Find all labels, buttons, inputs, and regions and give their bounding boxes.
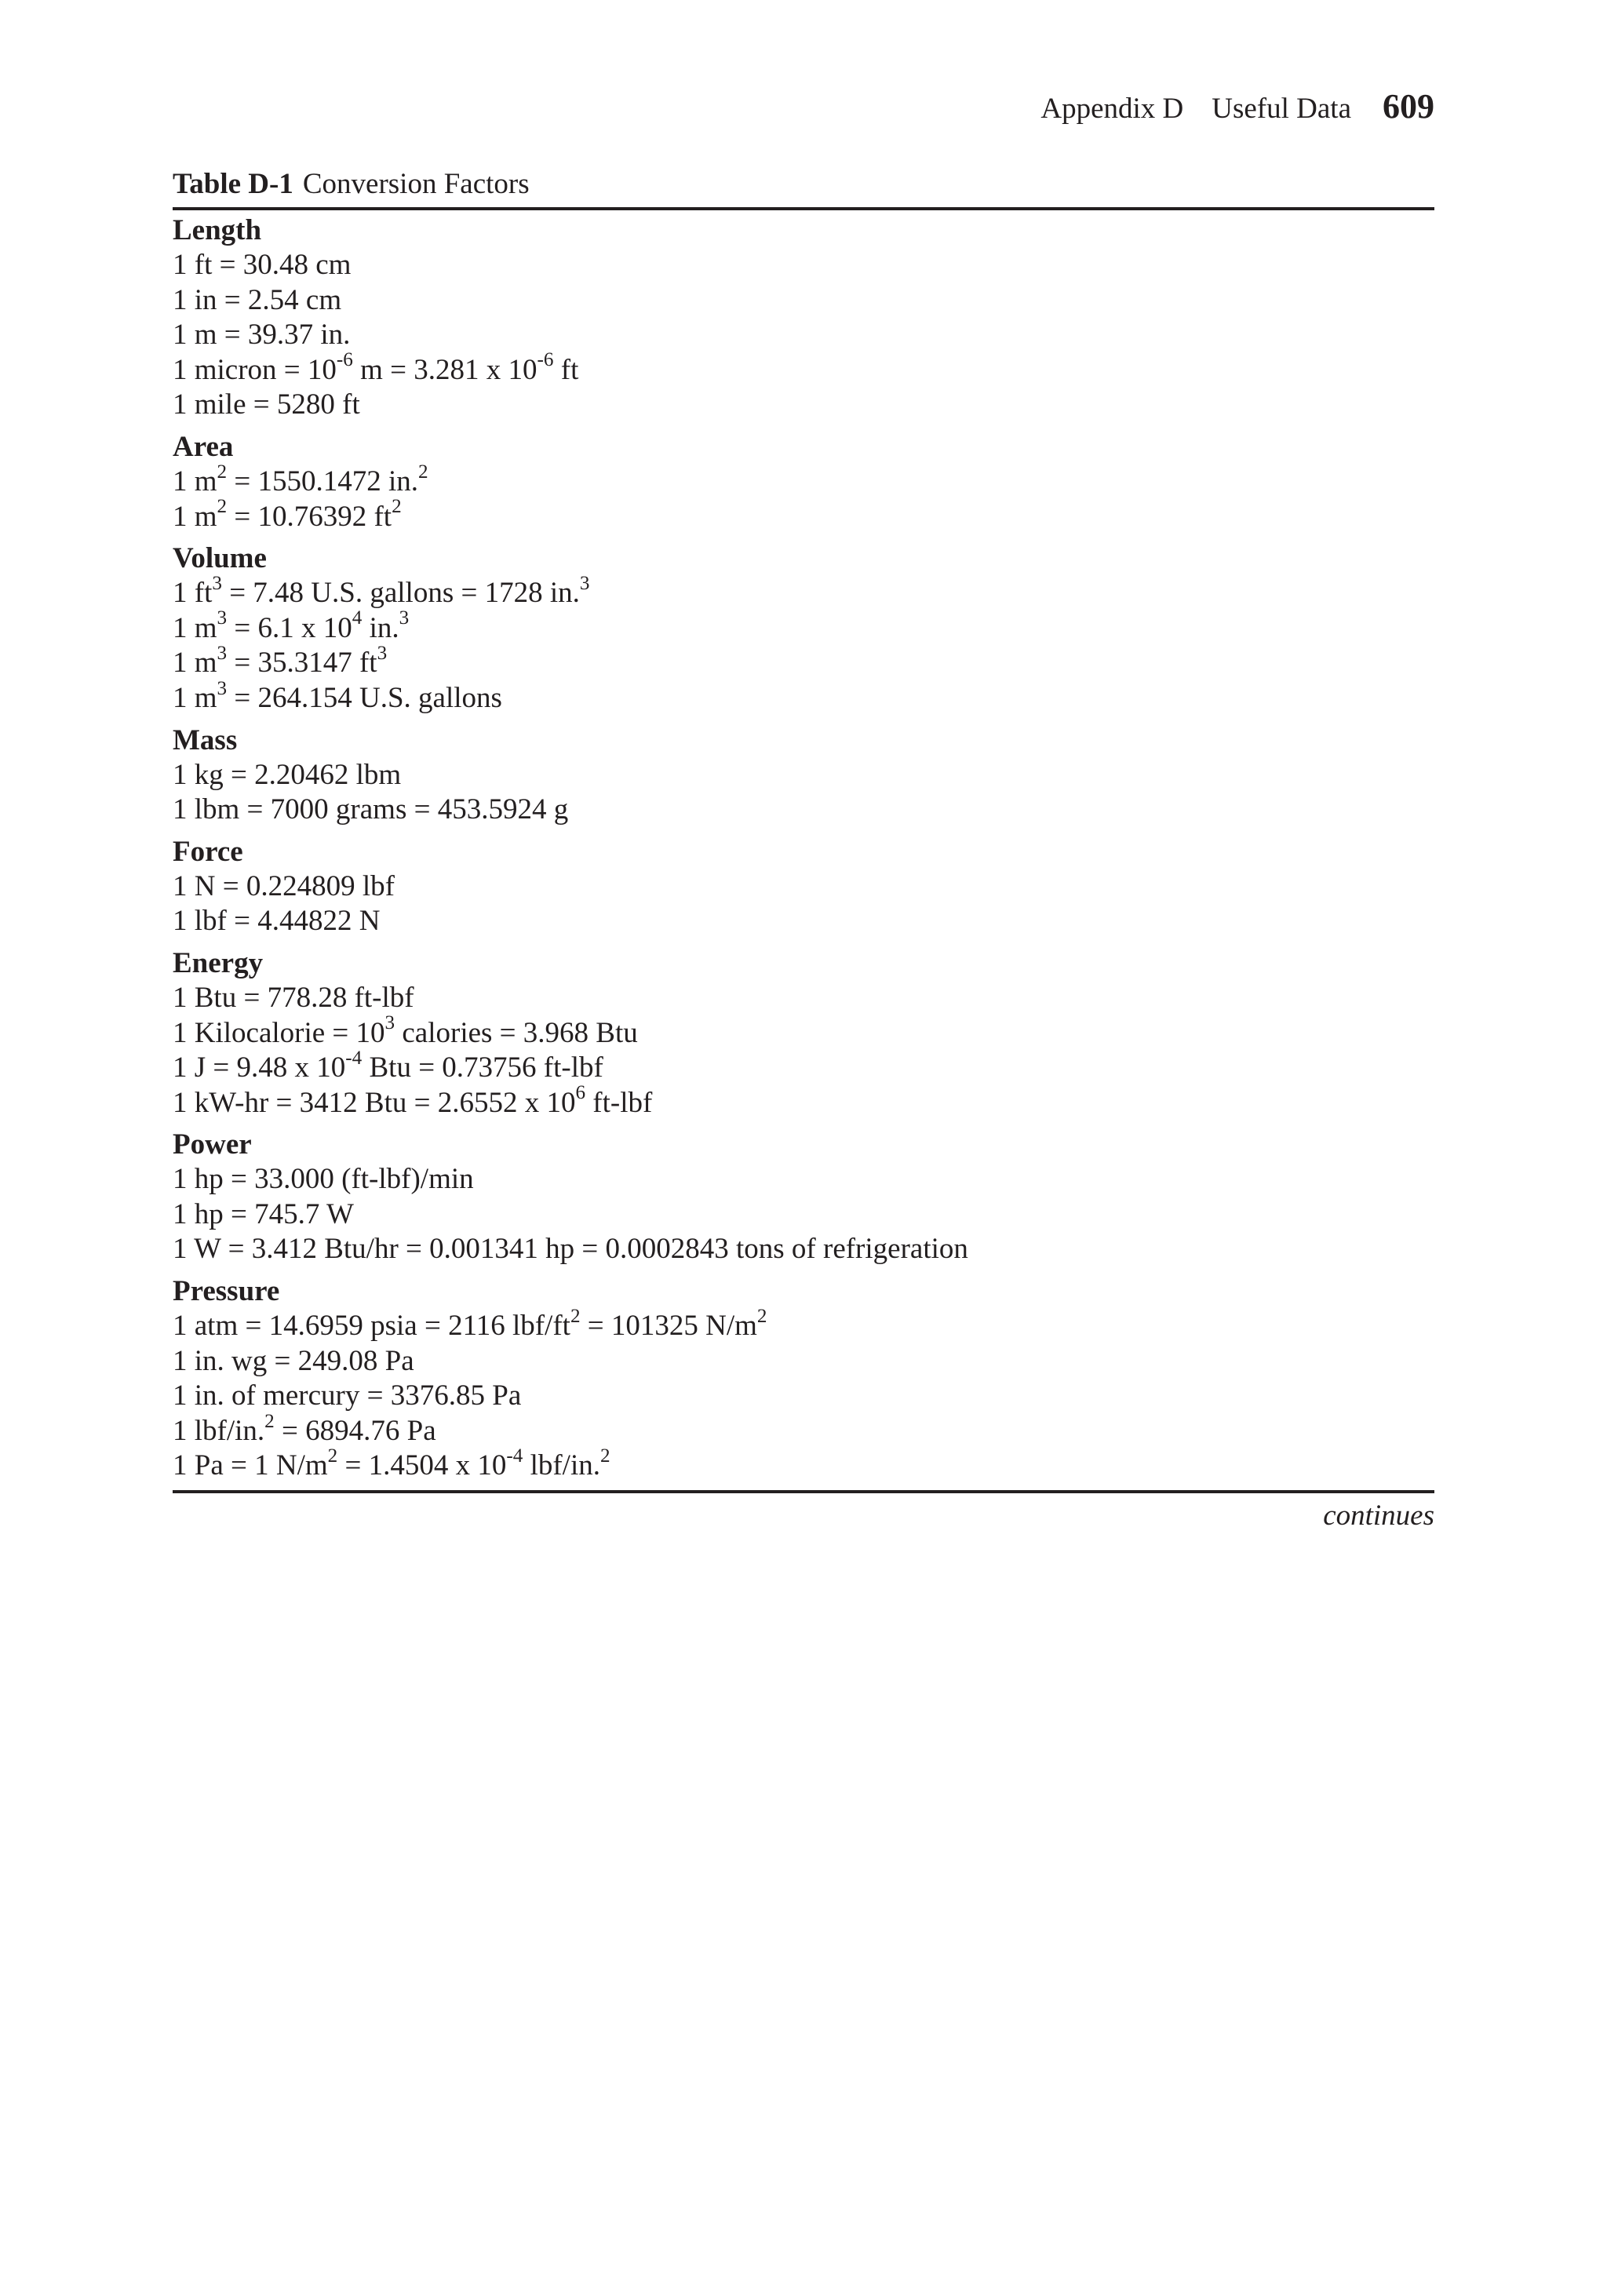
line-text: = 6894.76 Pa bbox=[274, 1414, 436, 1447]
line-text: 1 hp = 33.000 (ft-lbf)/min bbox=[173, 1163, 474, 1196]
conversion-line bbox=[173, 643, 1434, 681]
running-head bbox=[1040, 88, 1434, 128]
continues-note: continues bbox=[1323, 1500, 1434, 1532]
section-heading: Energy bbox=[173, 946, 264, 979]
line-text: 1 N = 0.224809 lbf bbox=[173, 869, 395, 902]
conversion-line bbox=[173, 318, 1434, 353]
line-text: 1 atm = 14.6959 psia = 2116 lbf/ft bbox=[173, 1310, 570, 1343]
conversion-line bbox=[173, 677, 1434, 716]
superscript: 2 bbox=[570, 1305, 581, 1327]
line-text: = 35.3147 ft bbox=[227, 647, 377, 680]
section-heading: Force bbox=[173, 835, 243, 868]
superscript: 2 bbox=[392, 496, 402, 518]
conversion-line bbox=[173, 1232, 1434, 1267]
section-pressure bbox=[173, 1274, 1434, 1484]
appendix-label: Appendix D bbox=[1040, 93, 1184, 125]
superscript: 3 bbox=[399, 607, 410, 629]
line-text: 1 Btu = 778.28 ft-lbf bbox=[173, 981, 414, 1014]
page-number: 609 bbox=[1383, 87, 1434, 126]
line-text: 1 Kilocalorie = 10 bbox=[173, 1016, 385, 1049]
conversion-line bbox=[173, 1162, 1434, 1197]
section-energy bbox=[173, 946, 1434, 1121]
conversion-line bbox=[173, 1047, 1434, 1086]
conversion-line bbox=[173, 981, 1434, 1016]
section-heading: Length bbox=[173, 214, 262, 246]
section-length bbox=[173, 213, 1434, 423]
line-text: 1 m bbox=[173, 681, 217, 714]
conversion-line bbox=[173, 758, 1434, 793]
superscript: 3 bbox=[384, 1012, 395, 1034]
line-text: calories = 3.968 Btu bbox=[395, 1016, 638, 1049]
line-text: lbf/in. bbox=[523, 1449, 600, 1482]
superscript: 2 bbox=[217, 461, 228, 483]
table-bottom-rule bbox=[173, 1490, 1434, 1493]
conversion-line bbox=[173, 388, 1434, 423]
superscript: 2 bbox=[600, 1445, 610, 1467]
line-text: = 6.1 x 10 bbox=[227, 611, 352, 644]
line-text: = 264.154 U.S. gallons bbox=[227, 681, 502, 714]
superscript: -6 bbox=[336, 349, 353, 371]
superscript: -4 bbox=[345, 1047, 363, 1069]
line-text: 1 lbf/in. bbox=[173, 1414, 265, 1447]
superscript: 4 bbox=[352, 607, 363, 629]
section-power bbox=[173, 1128, 1434, 1267]
section-heading: Pressure bbox=[173, 1275, 280, 1308]
table-label: Table D-1 bbox=[173, 168, 293, 200]
line-text: = 7.48 U.S. gallons = 1728 in. bbox=[221, 577, 580, 610]
table-title: Conversion Factors bbox=[302, 168, 530, 200]
line-text: 1 m bbox=[173, 647, 217, 680]
conversion-line bbox=[173, 1305, 1434, 1344]
superscript: 2 bbox=[327, 1445, 338, 1467]
conversion-line bbox=[173, 904, 1434, 939]
table-caption bbox=[173, 165, 1434, 206]
section-heading: Mass bbox=[173, 723, 238, 756]
line-text: 1 m bbox=[173, 500, 217, 533]
line-text: 1 kg = 2.20462 lbm bbox=[173, 758, 402, 791]
conversion-line bbox=[173, 1082, 1434, 1121]
section-heading: Power bbox=[173, 1128, 252, 1161]
line-text: = 101325 N/m bbox=[580, 1310, 757, 1343]
superscript: 3 bbox=[217, 643, 228, 664]
section-heading: Area bbox=[173, 430, 234, 463]
line-text: m = 3.281 x 10 bbox=[352, 353, 537, 386]
conversion-line bbox=[173, 607, 1434, 647]
superscript: 3 bbox=[579, 572, 590, 594]
conversion-line bbox=[173, 572, 1434, 611]
line-text: Btu = 0.73756 ft-lbf bbox=[362, 1051, 603, 1084]
line-text: 1 J = 9.48 x 10 bbox=[173, 1051, 346, 1084]
conversion-line bbox=[173, 1197, 1434, 1233]
line-text: 1 m bbox=[173, 465, 217, 497]
line-text: 1 in = 2.54 cm bbox=[173, 283, 342, 316]
line-text: 1 m = 39.37 in. bbox=[173, 319, 351, 352]
line-text: ft-lbf bbox=[585, 1086, 653, 1119]
line-text: in. bbox=[362, 611, 399, 644]
conversion-table bbox=[173, 165, 1434, 1536]
conversion-line bbox=[173, 496, 1434, 535]
conversion-line bbox=[173, 1344, 1434, 1379]
section-volume bbox=[173, 541, 1434, 716]
line-text: 1 in. of mercury = 3376.85 Pa bbox=[173, 1379, 522, 1412]
line-text: 1 kW-hr = 3412 Btu = 2.6552 x 10 bbox=[173, 1086, 576, 1119]
section-mass bbox=[173, 723, 1434, 828]
line-text: 1 micron = 10 bbox=[173, 353, 337, 386]
section-force bbox=[173, 835, 1434, 939]
line-text: 1 ft bbox=[173, 577, 213, 610]
line-text: 1 mile = 5280 ft bbox=[173, 388, 360, 421]
table-body bbox=[173, 210, 1434, 1490]
superscript: 3 bbox=[212, 572, 222, 594]
line-text: ft bbox=[553, 353, 579, 386]
conversion-line bbox=[173, 283, 1434, 319]
superscript: 2 bbox=[264, 1410, 275, 1432]
line-text: = 10.76392 ft bbox=[227, 500, 392, 533]
conversion-line bbox=[173, 793, 1434, 828]
line-text: 1 hp = 745.7 W bbox=[173, 1197, 354, 1230]
running-head-title: Useful Data bbox=[1212, 93, 1351, 125]
conversion-line bbox=[173, 1445, 1434, 1484]
conversion-line bbox=[173, 869, 1434, 905]
superscript: 2 bbox=[217, 496, 228, 518]
line-text: 1 lbm = 7000 grams = 453.5924 g bbox=[173, 793, 569, 826]
superscript: 2 bbox=[418, 461, 428, 483]
line-text: 1 lbf = 4.44822 N bbox=[173, 905, 381, 938]
superscript: 3 bbox=[217, 607, 228, 629]
conversion-line bbox=[173, 349, 1434, 388]
line-text: = 1.4504 x 10 bbox=[337, 1449, 507, 1482]
line-text: 1 Pa = 1 N/m bbox=[173, 1449, 328, 1482]
conversion-line bbox=[173, 1379, 1434, 1414]
conversion-line bbox=[173, 248, 1434, 283]
superscript: -4 bbox=[506, 1445, 523, 1467]
superscript: 2 bbox=[756, 1305, 767, 1327]
superscript: 3 bbox=[217, 677, 228, 699]
superscript: -6 bbox=[537, 349, 554, 371]
superscript: 6 bbox=[575, 1082, 586, 1104]
line-text: 1 m bbox=[173, 611, 217, 644]
superscript: 3 bbox=[377, 643, 388, 664]
section-heading: Volume bbox=[173, 542, 267, 575]
line-text: 1 ft = 30.48 cm bbox=[173, 249, 352, 281]
section-area bbox=[173, 430, 1434, 534]
conversion-line bbox=[173, 1012, 1434, 1051]
line-text: 1 in. wg = 249.08 Pa bbox=[173, 1344, 414, 1377]
conversion-line bbox=[173, 461, 1434, 500]
conversion-line bbox=[173, 1410, 1434, 1449]
line-text: 1 W = 3.412 Btu/hr = 0.001341 hp = 0.0002843 tons of refrigeration bbox=[173, 1233, 968, 1266]
line-text: = 1550.1472 in. bbox=[227, 465, 419, 497]
